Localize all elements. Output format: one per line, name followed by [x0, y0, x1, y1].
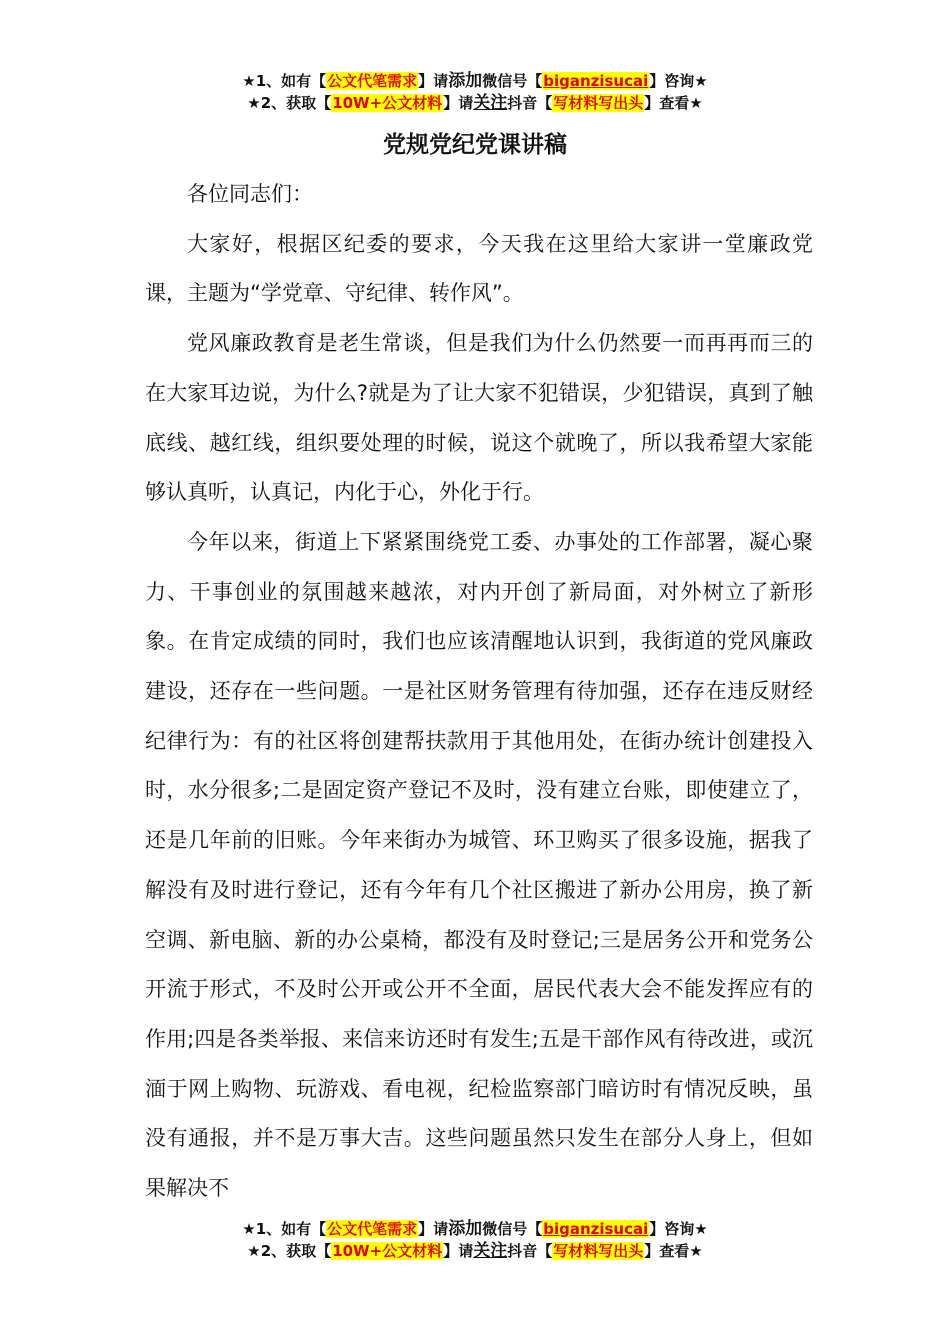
banner-text: 】请 — [443, 1242, 474, 1260]
banner-line-2 — [0, 92, 950, 114]
banner-text: ★1、如有【 — [242, 1220, 327, 1238]
paragraph-greeting: 各位同志们： — [187, 182, 313, 206]
banner-emphasis: 添加 — [448, 1219, 483, 1239]
wechat-id-link[interactable]: biganzisucai — [543, 1220, 649, 1238]
banner-line-1 — [0, 1218, 950, 1240]
banner-text: 】请 — [418, 1220, 449, 1238]
banner-emphasis: 添加 — [448, 71, 483, 91]
highlight-service: 公文代笔需求 — [327, 72, 418, 90]
footer-banner — [0, 1218, 950, 1262]
highlight-materials: 10W+公文材料 — [332, 94, 443, 112]
banner-emphasis: 关注 — [473, 93, 508, 113]
highlight-service: 公文代笔需求 — [327, 1220, 418, 1238]
banner-text: 】咨询★ — [649, 1220, 708, 1238]
banner-text: 】请 — [418, 72, 449, 90]
banner-text: 微信号【 — [482, 1220, 543, 1238]
banner-text: ★2、获取【 — [247, 94, 332, 112]
banner-text: ★1、如有【 — [242, 72, 327, 90]
banner-text: 】请 — [443, 94, 474, 112]
highlight-materials: 10W+公文材料 — [332, 1242, 443, 1260]
document-body — [145, 170, 813, 1214]
banner-line-1 — [0, 70, 950, 92]
banner-text: 】咨询★ — [649, 72, 708, 90]
banner-text: 】查看★ — [644, 94, 703, 112]
banner-emphasis: 关注 — [473, 1241, 508, 1261]
paragraph: 今年以来，街道上下紧紧围绕党工委、办事处的工作部署，凝心聚力、干事创业的氛围越来越浓，对内开创了新局面，对外树立了新形象。在肯定成绩的同时，我们也应该清醒地认识到，我街道的党风廉政建设，还存在一些问题。一是社区财务管理有待加强，还存在违反财经纪律行为：有的社区将创建帮扶款用于其他用处，在街办统计创建投入时，水分很多;二是固定资产登记不及时，没有建立台账，即使建立了，还是几年前的旧账。今年来街办为城管、环卫购买了很多设施，据我了解没有及时进行登记，还有今年有几个社区搬进了新办公用房，换了新空调、新电脑、新的办公桌椅，都没有及时登记;三是居务公开和党务公开流于形式，不及时公开或公开不全面，居民代表大会不能发挥应有的作用;四是各类举报、来信来访还时有发生;五是干部作风有待改进，或沉湎于网上购物、玩游戏、看电视，纪检监察部门暗访时有情况反映，虽没有通报，并不是万事大吉。这些问题虽然只发生在部分人身上，但如果解决不 — [145, 529, 813, 1201]
banner-text: 】查看★ — [644, 1242, 703, 1260]
document-title: 党规党纪党课讲稿 — [383, 132, 567, 158]
paragraph: 大家好，根据区纪委的要求，今天我在这里给大家讲一堂廉政党课，主题为“学党章、守纪律、转作风”。 — [145, 231, 813, 306]
paragraph: 党风廉政教育是老生常谈，但是我们为什么仍然要一而再再而三的在大家耳边说，为什么?就是为了让大家不犯错误，少犯错误，真到了触底线、越红线，组织要处理的时候，说这个就晚了，所以我希望大家能够认真听，认真记，内化于心，外化于行。 — [145, 331, 813, 505]
douyin-account[interactable]: 写材料写出头 — [553, 94, 644, 112]
douyin-account[interactable]: 写材料写出头 — [553, 1242, 644, 1260]
banner-text: 微信号【 — [482, 72, 543, 90]
wechat-id-link[interactable]: biganzisucai — [543, 72, 649, 90]
header-banner — [0, 70, 950, 114]
banner-text: ★2、获取【 — [247, 1242, 332, 1260]
banner-text: 抖音【 — [507, 1242, 553, 1260]
banner-line-2 — [0, 1240, 950, 1262]
banner-text: 抖音【 — [507, 94, 553, 112]
